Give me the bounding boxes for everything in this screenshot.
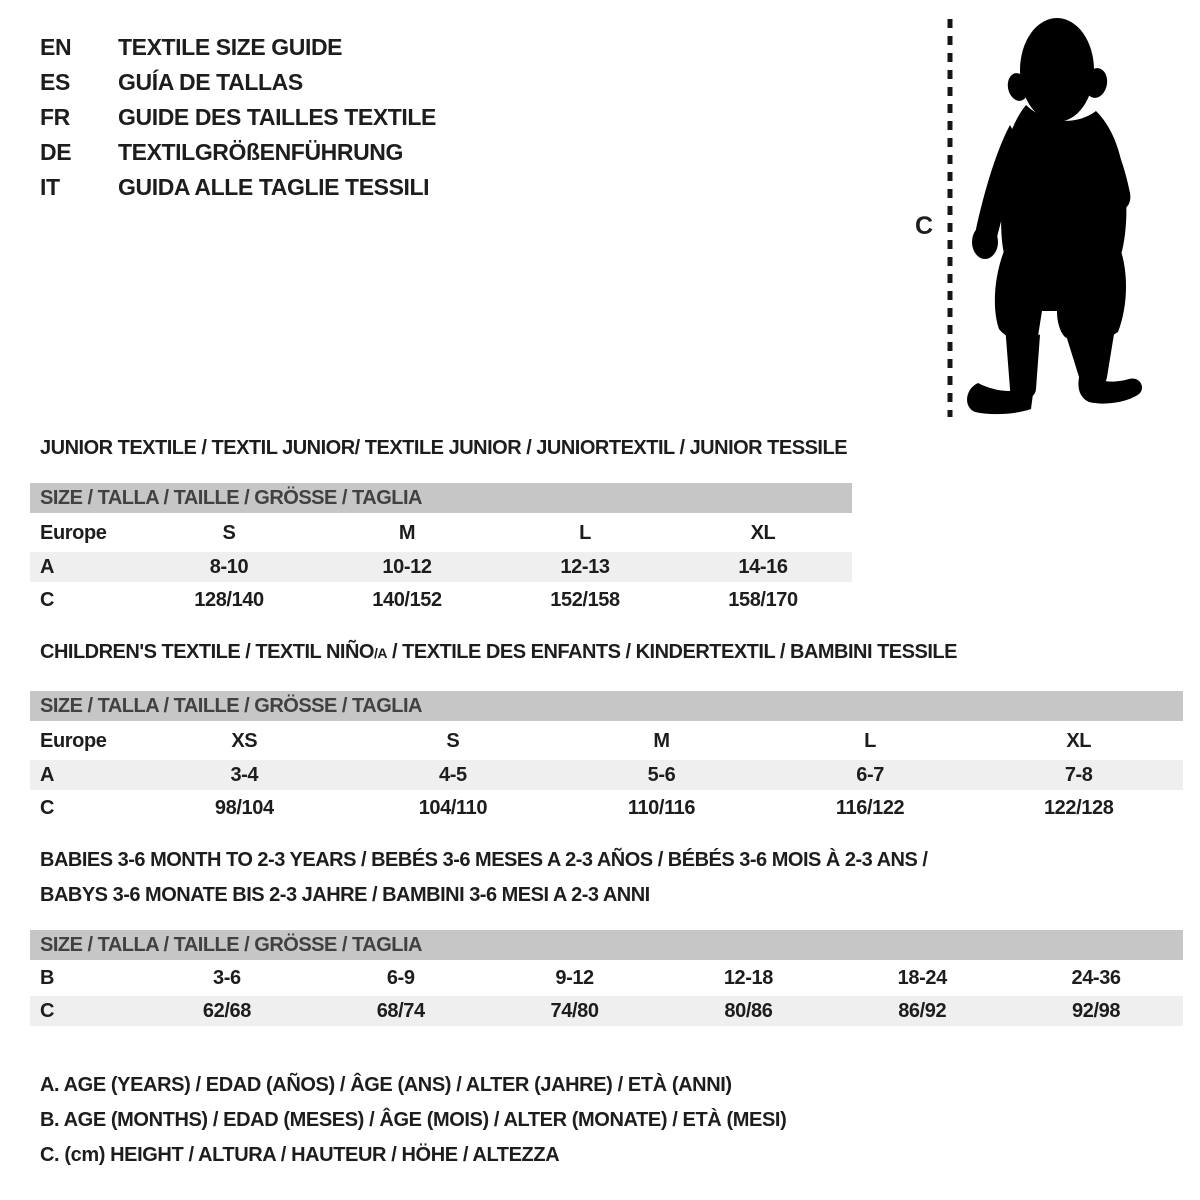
table-header-row [30,725,1183,757]
language-code: DE [40,139,72,165]
table-cell: 3-4 [230,764,259,786]
guide-title: GUIDA ALLE TAGLIE TESSILI [118,174,430,200]
table-cell: 9-12 [555,967,594,989]
size-table [30,517,852,615]
size-table [30,963,1183,1026]
table-cell: 80/86 [724,1000,773,1022]
table-cell: 128/140 [194,589,264,611]
table-cell: 62/68 [202,1000,251,1022]
table-cell: 86/92 [898,1000,947,1022]
table-cell: 6-9 [386,967,415,989]
language-row [40,30,436,65]
row-label: A [40,556,55,578]
table-cell: 12-13 [560,556,610,578]
size-table [30,725,1183,823]
toddler-silhouette-icon [905,5,1155,425]
heading-subscript: /A [373,645,387,661]
legend-line-b: B. AGE (MONTHS) / EDAD (MESES) / ÂGE (MOIS) / ALTER (MONATE) / ETÀ (MESI) [40,1109,787,1131]
table-cell: 74/80 [550,1000,599,1022]
table-cell: 18-24 [897,967,947,989]
language-code: FR [40,104,70,130]
table-cell: M [398,522,416,544]
table-cell: M [653,730,670,752]
table-cell: S [222,522,236,544]
table-cell: 8-10 [209,556,249,578]
legend [40,1068,786,1173]
table-cell: L [579,522,591,544]
table-row [30,793,1183,823]
table-cell: 24-36 [1071,967,1121,989]
row-label: C [40,797,55,819]
table-cell: 3-6 [213,967,241,989]
language-row [40,135,436,170]
table-cell: 152/158 [550,589,620,611]
table-row [30,585,852,615]
table-row [30,552,852,582]
table-cell: 7-8 [1064,764,1093,786]
table-row [30,760,1183,790]
table-cell: 6-7 [856,764,884,786]
language-row [40,100,436,135]
guide-title: TEXTILGRÖßENFÜHRUNG [118,139,403,165]
heading-text: CHILDREN'S TEXTILE / TEXTIL NIÑO [40,641,374,663]
section-heading [40,843,1183,913]
table-cell: 68/74 [376,1000,425,1022]
guide-title: TEXTILE SIZE GUIDE [118,34,343,60]
language-row [40,170,436,205]
language-header [40,30,436,205]
legend-line-c: C. (cm) HEIGHT / ALTURA / HAUTEUR / HÖHE / ALTEZZA [40,1144,560,1166]
table-cell: XS [231,730,258,752]
row-label: C [40,589,55,611]
toddler-silhouette [967,18,1142,414]
table-cell: 116/122 [835,797,905,819]
section-junior-textile [30,436,852,615]
language-code: EN [40,34,72,60]
size-bar: SIZE / TALLA / TAILLE / GRÖSSE / TAGLIA [30,930,1183,960]
size-bar: SIZE / TALLA / TAILLE / GRÖSSE / TAGLIA [30,691,1183,721]
language-code: ES [40,69,70,95]
row-label: A [40,764,55,786]
table-cell: 158/170 [728,589,798,611]
table-cell: 140/152 [372,589,442,611]
language-code: IT [40,174,60,200]
table-cell: 10-12 [382,556,432,578]
measure-label-c: C [915,212,934,240]
table-cell: XL [1066,730,1092,752]
table-cell: 110/116 [627,797,696,819]
table-cell: 14-16 [738,556,788,578]
size-bar: SIZE / TALLA / TAILLE / GRÖSSE / TAGLIA [30,483,852,513]
table-row [30,963,1183,993]
table-header-row [30,517,852,549]
table-cell: 98/104 [214,797,274,819]
row-label: C [40,1000,55,1022]
table-row [30,996,1183,1026]
table-cell: 122/128 [1043,797,1114,819]
table-cell: 12-18 [723,967,773,989]
height-measure-figure [905,5,1155,425]
language-row [40,65,436,100]
table-cell: S [446,730,460,752]
section-heading: JUNIOR TEXTILE / TEXTIL JUNIOR/ TEXTILE JUNIOR / JUNIORTEXTIL / JUNIOR TESSILE [40,437,848,459]
table-cell: L [864,730,876,752]
table-cell: XL [750,522,776,544]
row-label: Europe [40,522,107,544]
heading-text: / TEXTILE DES ENFANTS / KINDERTEXTIL / BAMBINI TESSILE [386,641,957,663]
table-cell: 104/110 [418,797,488,819]
heading-line-1: BABIES 3-6 MONTH TO 2-3 YEARS / BEBÉS 3-6 MESES A 2-3 AÑOS / BÉBÉS 3-6 MOIS À 2-3 ANS / [40,849,928,871]
row-label: B [40,967,55,989]
row-label: Europe [40,730,107,752]
section-heading [40,640,1183,665]
section-children-textile [30,640,1183,823]
heading-line-2: BABYS 3-6 MONATE BIS 2-3 JAHRE / BAMBINI 3-6 MESI A 2-3 ANNI [40,884,650,906]
guide-title: GUÍA DE TALLAS [118,69,303,95]
table-cell: 4-5 [439,764,467,786]
section-babies-textile [30,843,1183,1026]
legend-line-a: A. AGE (YEARS) / EDAD (AÑOS) / ÂGE (ANS) / ALTER (JAHRE) / ETÀ (ANNI) [40,1074,732,1096]
guide-title: GUIDE DES TAILLES TEXTILE [118,104,436,130]
table-cell: 92/98 [1072,1000,1121,1022]
table-cell: 5-6 [647,764,676,786]
